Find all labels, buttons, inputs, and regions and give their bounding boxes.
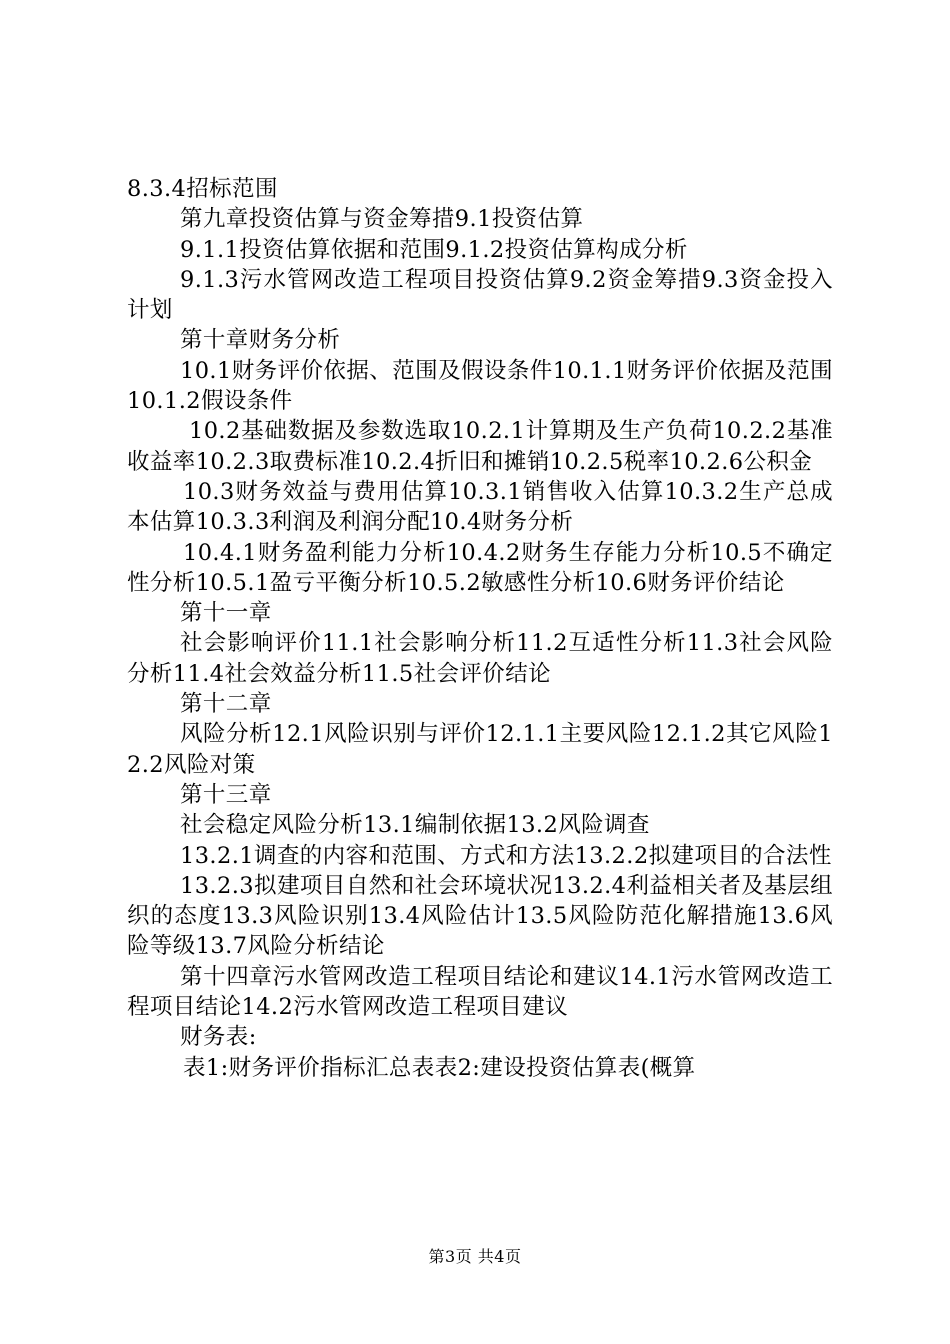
paragraph-13-2-3: 13.2.3拟建项目自然和社会环境状况13.2.4利益相关者及基层组织的态度13.3风险识别13.4风险估计13.5风险防范化解措施13.6风险等级13.7风险分析结论 [127,872,833,960]
paragraph-bidding-scope: 8.3.4招标范围 [127,176,278,202]
paragraph-risk-analysis: 风险分析12.1风险识别与评价12.1.1主要风险12.1.2其它风险12.2风险对策 [127,721,833,778]
paragraph-financial-tables: 财务表: [180,1024,257,1051]
paragraph-13-2-1: 13.2.1调查的内容和范围、方式和方法13.2.2拟建项目的合法性 [180,842,832,869]
document-body [127,174,833,1083]
paragraph-9-1-3: 9.1.3污水管网改造工程项目投资估算9.2资金筹措9.3资金投入计划 [127,266,833,324]
paragraph-10-2: 10.2基础数据及参数选取10.2.1计算期及生产负荷10.2.2基准收益率10.2.3取费标准10.2.4折旧和摊销10.2.5税率10.2.6公积金 [127,418,833,475]
paragraph-10-4-1: 10.4.1财务盈利能力分析10.4.2财务生存能力分析10.5不确定性分析10.5.1盈亏平衡分析10.5.2敏感性分析10.6财务评价结论 [127,539,833,596]
paragraph-9-1-1: 9.1.1投资估算依据和范围9.1.2投资估算构成分析 [180,236,688,263]
paragraph-chapter-9: 第九章投资估算与资金筹措9.1投资估算 [180,206,584,233]
paragraph-chapter-14: 第十四章污水管网改造工程项目结论和建议14.1污水管网改造工程项目结论14.2污水管网改造工程项目建议 [127,963,833,1021]
paragraph-social-stability: 社会稳定风险分析13.1编制依据13.2风险调查 [180,812,650,839]
page-footer: 第3页 共4页 [428,1247,522,1266]
paragraph-chapter-13: 第十三章 [180,781,272,808]
paragraph-table-list: 表1:财务评价指标汇总表表2:建设投资估算表(概算 [183,1054,696,1081]
paragraph-10-1: 10.1财务评价依据、范围及假设条件10.1.1财务评价依据及范围10.1.2假设条件 [127,357,833,415]
paragraph-10-3: 10.3财务效益与费用估算10.3.1销售收入估算10.3.2生产总成本估算10.3.3利润及利润分配10.4财务分析 [127,478,833,536]
paragraph-chapter-11: 第十一章 [180,600,272,627]
paragraph-chapter-10: 第十章财务分析 [180,327,341,354]
paragraph-social-impact: 社会影响评价11.1社会影响分析11.2互适性分析11.3社会风险分析11.4社会效益分析11.5社会评价结论 [127,630,833,687]
paragraph-chapter-12: 第十二章 [180,691,272,718]
